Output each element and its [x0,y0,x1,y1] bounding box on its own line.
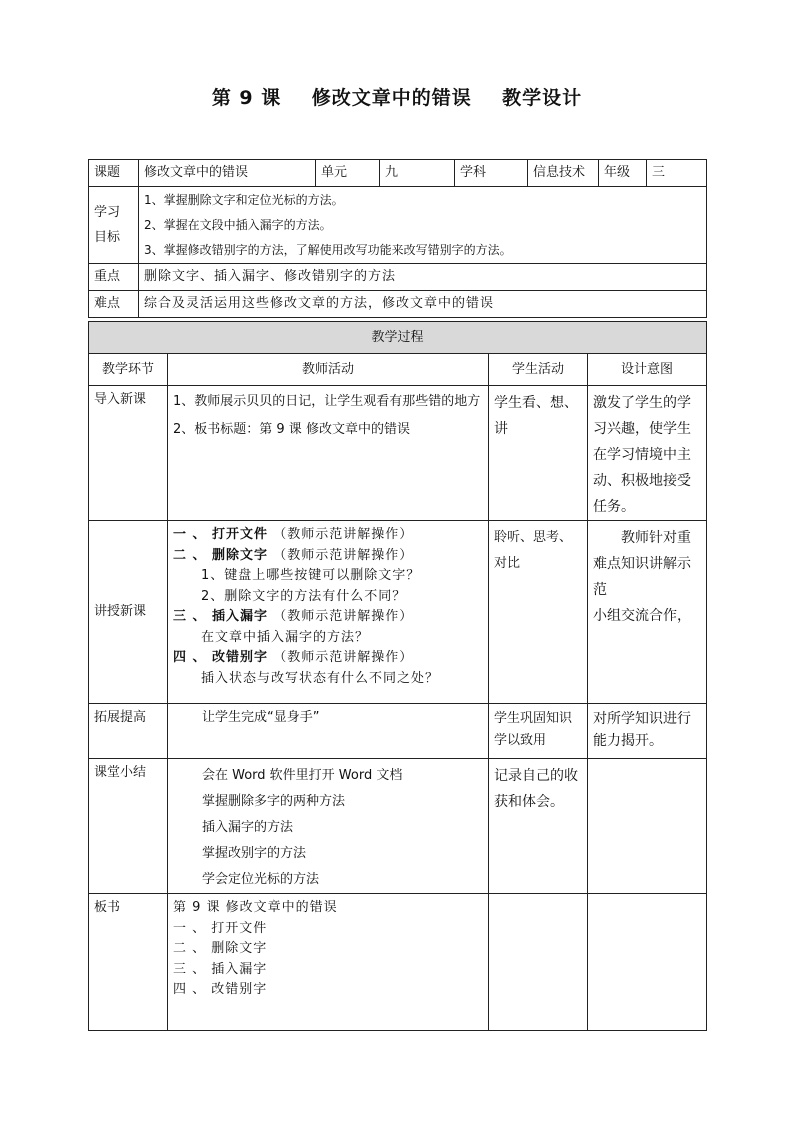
teach-teacher [168,521,489,704]
header-intent: 设计意图 [588,354,707,386]
summary-stage: 课堂小结 [89,759,168,894]
teach-item-1-head: 一 、 打开文件 [173,527,269,542]
lesson-info-table [88,159,707,318]
teach-item-2-head: 二 、 删除文字 [173,547,269,563]
subject-label: 学科 [455,160,528,187]
teaching-process-table [88,321,707,1031]
board-line: 四 、 改错别字 [173,982,268,997]
teach-item-2-question: 1、键盘上哪些按键可以删除文字？ [201,568,421,583]
topic-label: 课题 [89,160,139,187]
goal-item: 1、掌握删除文字和定位光标的方法。 [144,192,344,207]
summary-line: 掌握改别字的方法 [202,846,307,861]
teach-item-4 [173,648,483,669]
goal-item: 2、掌握在文段中插入漏字的方法。 [144,217,332,232]
teach-item-4-head: 四 、 改错别字 [173,650,269,665]
goals-list [139,187,707,264]
teach-item-3-head: 三 、 插入漏字 [173,609,269,624]
process-section-title: 教学过程 [89,322,707,354]
teach-item-4-note: （教师示范讲解操作） [273,650,414,665]
board-row [89,894,707,1031]
extend-row [89,704,707,759]
extend-stage: 拓展提高 [89,704,168,759]
goals-label [89,187,139,264]
key-point-label: 重点 [89,264,139,291]
intro-teacher-line: 2、板书标题：第 9 课 修改文章中的错误 [173,422,410,437]
teach-item-2-note: （教师示范讲解操作） [273,547,414,563]
key-point-value: 删除文字、插入漏字、修改错别字的方法 [139,264,707,291]
process-header-row [89,354,707,386]
summary-line: 掌握删除多字的两种方法 [202,794,346,809]
grade-value: 三 [647,160,707,187]
board-intent [588,894,707,1031]
header-student: 学生活动 [489,354,588,386]
goals-label-line: 目标 [94,230,121,245]
goals-row [89,187,707,264]
summary-line: 学会定位光标的方法 [202,872,320,887]
intro-row [89,386,707,521]
intro-teacher-line: 1、教师展示贝贝的日记，让学生观看有那些错的地方 [173,394,481,409]
teach-item-3-question: 在文章中插入漏字的方法？ [201,629,370,645]
teach-item-2 [173,546,483,567]
difficulty-label: 难点 [89,291,139,318]
intro-teacher [168,386,489,521]
teach-item-1 [173,525,483,546]
extend-student: 学生巩固知识学以致用 [489,704,588,759]
extend-teacher: 让学生完成“显身手” [168,704,489,759]
teach-item-3-note: （教师示范讲解操作） [273,609,414,624]
difficulty-value: 综合及灵活运用这些修改文章的方法，修改文章中的错误 [139,291,707,318]
teach-intent-line: 小组交流合作， [593,608,691,624]
board-line: 三 、 插入漏字 [173,961,268,977]
unit-label: 单元 [316,160,380,187]
teach-stage: 讲授新课 [89,521,168,704]
teach-intent-line: 教师针对重难点知识讲解示范 [593,530,691,598]
unit-value: 九 [380,160,455,187]
topic-value: 修改文章中的错误 [139,160,316,187]
teach-row [89,521,707,704]
summary-row [89,759,707,894]
goal-item: 3、掌握修改错别字的方法，了解使用改写功能来改写错别字的方法。 [144,242,512,257]
board-content [168,894,489,1031]
intro-stage: 导入新课 [89,386,168,521]
teach-item-4-question: 插入状态与改写状态有什么不同之处？ [201,670,440,686]
extend-intent: 对所学知识进行能力揭开。 [588,704,707,759]
summary-student: 记录自己的收获和体会。 [489,759,588,894]
teach-item-2-question: 2、删除文字的方法有什么不同？ [201,588,407,604]
intro-intent: 激发了学生的学习兴趣，使学生在学习情境中主动、积极地接受任务。 [588,386,707,521]
summary-line: 插入漏字的方法 [202,820,294,835]
grade-label: 年级 [599,160,647,187]
board-line: 一 、 打开文件 [173,920,268,936]
intro-student: 学生看、想、讲 [489,386,588,521]
process-section-row [89,322,707,354]
header-teacher: 教师活动 [168,354,489,386]
board-line: 第 9 课 修改文章中的错误 [173,900,338,915]
summary-intent [588,759,707,894]
topic-row [89,160,707,187]
goals-label-line: 学习 [94,205,121,220]
teach-intent [588,521,707,704]
board-stage: 板书 [89,894,168,1031]
page-title: 第 9 课 修改文章中的错误 教学设计 [211,87,583,109]
summary-line: 会在 Word 软件里打开 Word 文档 [202,768,403,783]
teach-student: 聆听、思考、对比 [489,521,588,704]
difficulty-row [89,291,707,318]
teach-item-3 [173,607,483,628]
summary-teacher [168,759,489,894]
teach-item-1-note: （教师示范讲解操作） [273,527,414,542]
subject-value: 信息技术 [528,160,599,187]
board-student [489,894,588,1031]
key-point-row [89,264,707,291]
board-line: 二 、 删除文字 [173,941,268,956]
header-stage: 教学环节 [89,354,168,386]
